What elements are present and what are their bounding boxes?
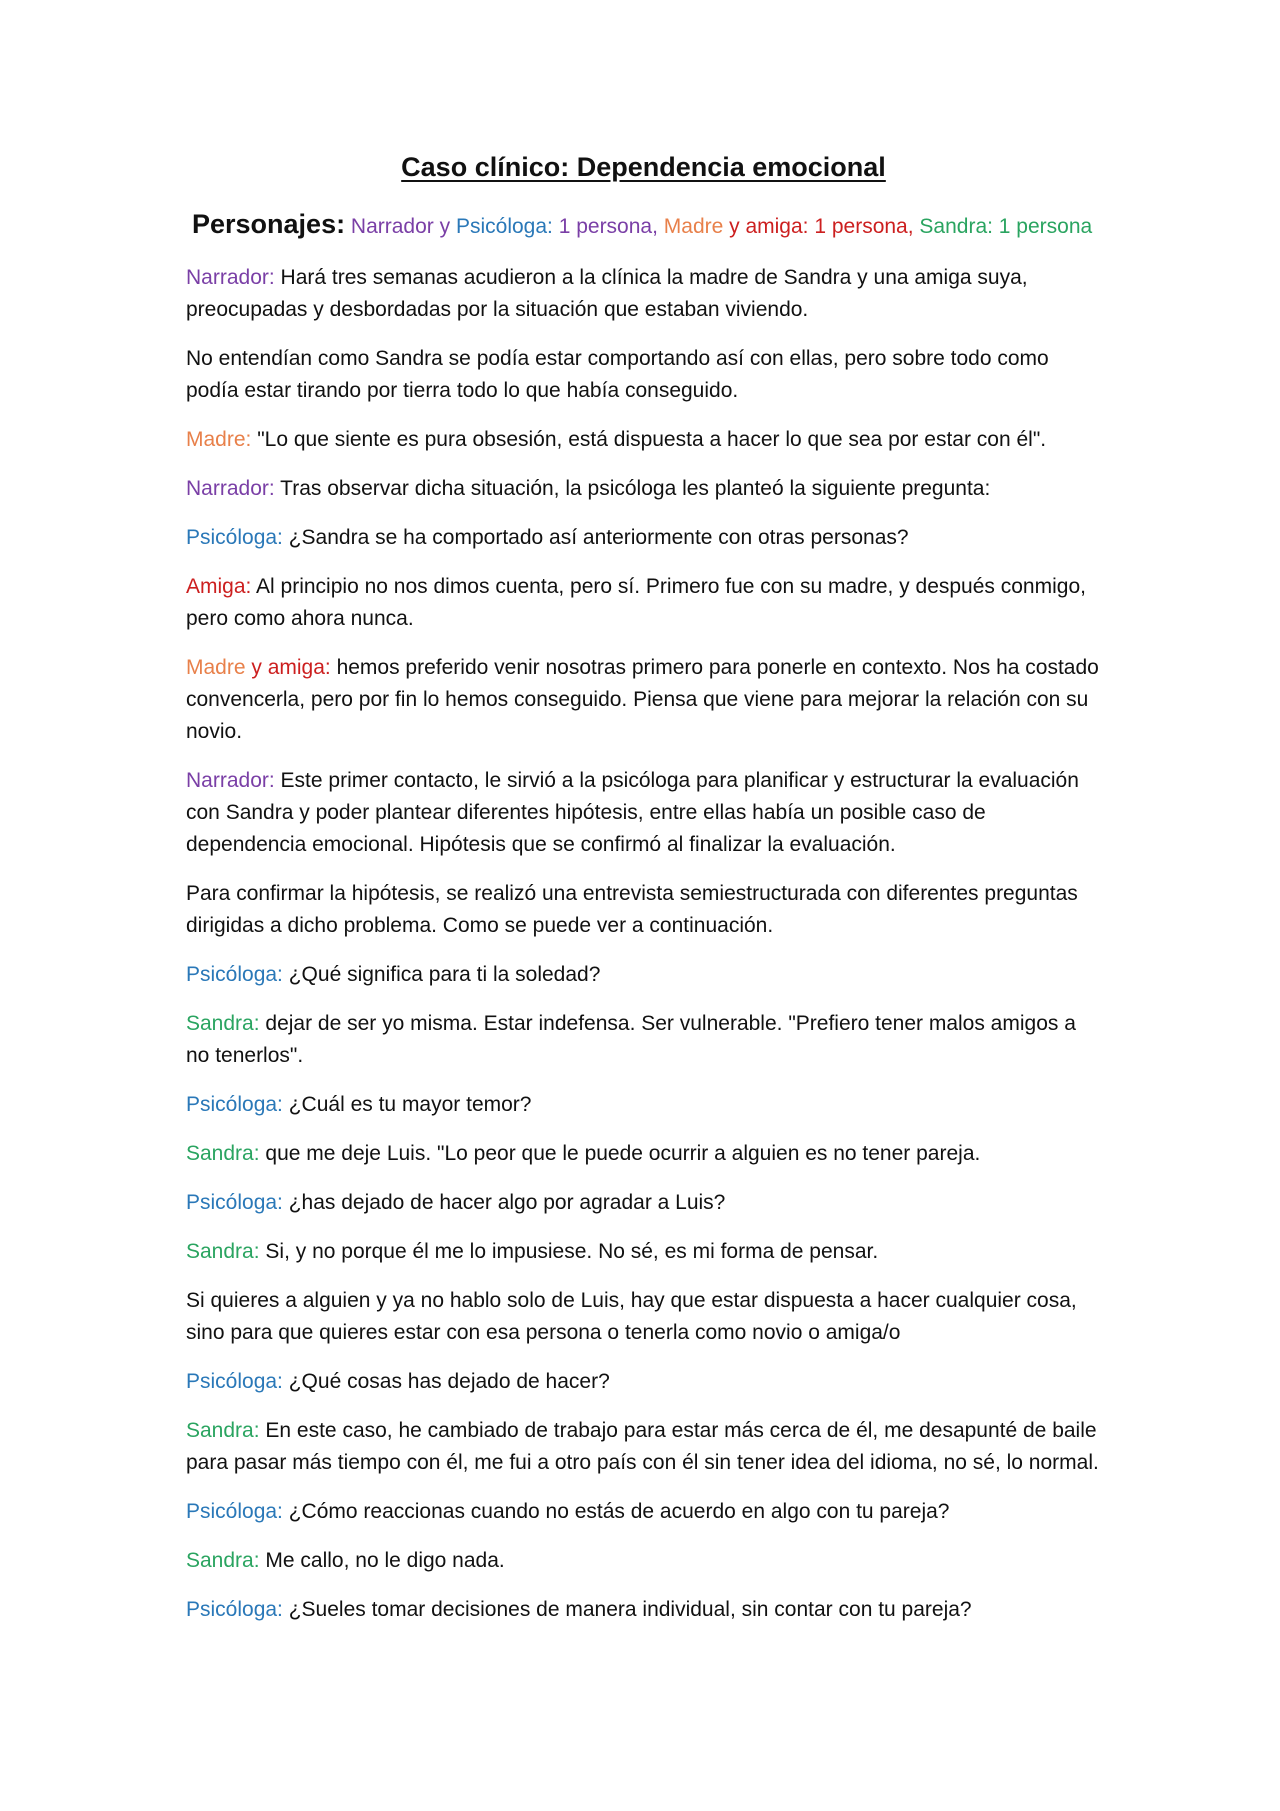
cast-psicologa: Psicóloga:: [455, 215, 553, 239]
dialogue-text: Me callo, no le digo nada.: [259, 1549, 505, 1573]
dialogue-paragraph: [186, 1496, 1101, 1528]
dialogue-paragraph: [186, 1366, 1101, 1398]
dialogue-text: Si quieres a alguien y ya no hablo solo de Luis, hay que estar dispuesta a hacer cualquier cosa, sino para que quieres estar con esa persona o tenerla como novio o amiga/o: [186, 1289, 1077, 1345]
dialogue-paragraph: [186, 1545, 1101, 1577]
dialogue-paragraph: [186, 1089, 1101, 1121]
dialogue-paragraph: [186, 424, 1101, 456]
speaker-label: Sandra:: [186, 1012, 260, 1036]
speaker-label: Psicóloga:: [186, 1191, 283, 1215]
dialogue-paragraph: [186, 765, 1101, 861]
dialogue-paragraph: [186, 343, 1101, 407]
dialogue-paragraph: [186, 959, 1101, 991]
speaker-label: Psicóloga:: [186, 1598, 283, 1622]
dialogue-paragraph: [186, 1594, 1101, 1626]
speaker-label: Psicóloga:: [186, 1093, 283, 1117]
speaker-label: Narrador:: [186, 477, 275, 501]
cast-narrador: Narrador: [350, 215, 434, 239]
dialogue-paragraph: [186, 1138, 1101, 1170]
dialogue-text: ¿Qué cosas has dejado de hacer?: [282, 1370, 610, 1394]
dialogue-text: Para confirmar la hipótesis, se realizó una entrevista semiestructurada con diferentes preguntas dirigidas a dicho problema. Como se puede ver a continuación.: [186, 882, 1078, 938]
dialogue-text: Al principio no nos dimos cuenta, pero sí. Primero fue con su madre, y después conmigo, pero como ahora nunca.: [186, 575, 1086, 631]
dialogue-text: ¿Qué significa para ti la soledad?: [282, 963, 601, 987]
speaker-label: Madre:: [186, 428, 252, 452]
cast-conjunction: y: [433, 215, 456, 239]
speaker-label: Sandra:: [186, 1549, 260, 1573]
speaker-label: Psicóloga:: [186, 963, 283, 987]
cast-label: Personajes:: [192, 209, 346, 240]
dialogue-paragraph: [186, 522, 1101, 554]
dialogue-text: Hará tres semanas acudieron a la clínica la madre de Sandra y una amiga suya, preocupadas y desbordadas por la situación que estaban viviendo.: [186, 266, 1028, 322]
dialogue-paragraph: [186, 1236, 1101, 1268]
cast-sandra: Sandra: 1 persona: [919, 215, 1093, 239]
dialogue-text: ¿has dejado de hacer algo por agradar a Luis?: [282, 1191, 726, 1215]
dialogue-paragraph: [186, 878, 1101, 942]
document-page: [186, 150, 1101, 1643]
dialogue-paragraph: [186, 262, 1101, 326]
document-title: Caso clínico: Dependencia emocional: [401, 152, 886, 182]
cast-count-1: 1 persona,: [552, 215, 664, 239]
speaker-label: Sandra:: [186, 1240, 260, 1264]
cast-madre: Madre: [663, 215, 724, 239]
speaker-label: Narrador:: [186, 769, 275, 793]
dialogue-paragraph: [186, 1415, 1101, 1479]
dialogue-paragraph: [186, 571, 1101, 635]
speaker-label: Sandra:: [186, 1419, 260, 1443]
dialogue-paragraph: [186, 652, 1101, 748]
cast-amiga: y amiga: 1 persona,: [723, 215, 920, 239]
speaker-label: Madre: [186, 656, 246, 680]
dialogue-text: ¿Cómo reaccionas cuando no estás de acuerdo en algo con tu pareja?: [282, 1500, 950, 1524]
speaker-label: Psicóloga:: [186, 1500, 283, 1524]
speaker-label: Sandra:: [186, 1142, 260, 1166]
dialogue-text: dejar de ser yo misma. Estar indefensa. Ser vulnerable. "Prefiero tener malos amigos a no tenerlos".: [186, 1012, 1076, 1068]
dialogue-body: [186, 262, 1101, 1626]
speaker-label: Psicóloga:: [186, 526, 283, 550]
dialogue-text: que me deje Luis. "Lo peor que le puede ocurrir a alguien es no tener pareja.: [259, 1142, 981, 1166]
dialogue-text: Tras observar dicha situación, la psicóloga les planteó la siguiente pregunta:: [274, 477, 991, 501]
dialogue-text: Este primer contacto, le sirvió a la psicóloga para planificar y estructurar la evaluación con Sandra y poder plantear diferentes hipótesis, entre ellas había un posible caso de dependencia emocional. Hipótesis que se confirmó al finalizar la evaluación.: [186, 769, 1079, 857]
dialogue-text: ¿Sandra se ha comportado así anteriormente con otras personas?: [282, 526, 909, 550]
dialogue-text: ¿Cuál es tu mayor temor?: [282, 1093, 532, 1117]
dialogue-text: Si, y no porque él me lo impusiese. No sé, es mi forma de pensar.: [259, 1240, 879, 1264]
dialogue-paragraph: [186, 1285, 1101, 1349]
cast-list: [192, 207, 1101, 242]
speaker-label: Psicóloga:: [186, 1370, 283, 1394]
speaker-label: Narrador:: [186, 266, 275, 290]
dialogue-paragraph: [186, 1187, 1101, 1219]
dialogue-text: "Lo que siente es pura obsesión, está dispuesta a hacer lo que sea por estar con él".: [251, 428, 1047, 452]
dialogue-text: ¿Sueles tomar decisiones de manera individual, sin contar con tu pareja?: [282, 1598, 972, 1622]
dialogue-text: No entendían como Sandra se podía estar comportando así con ellas, pero sobre todo como podía estar tirando por tierra todo lo que había conseguido.: [186, 347, 1049, 403]
dialogue-text: En este caso, he cambiado de trabajo para estar más cerca de él, me desapunté de baile para pasar más tiempo con él, me fui a otro país con él sin tener idea del idioma, no sé, lo normal.: [186, 1419, 1099, 1475]
dialogue-text: hemos preferido venir nosotras primero para ponerle en contexto. Nos ha costado convencerla, pero por fin lo hemos conseguido. Piensa que viene para mejorar la relación con su novio.: [186, 656, 1099, 744]
speaker-label-secondary: y amiga:: [245, 656, 331, 680]
dialogue-paragraph: [186, 1008, 1101, 1072]
speaker-label: Amiga:: [186, 575, 252, 599]
dialogue-paragraph: [186, 473, 1101, 505]
